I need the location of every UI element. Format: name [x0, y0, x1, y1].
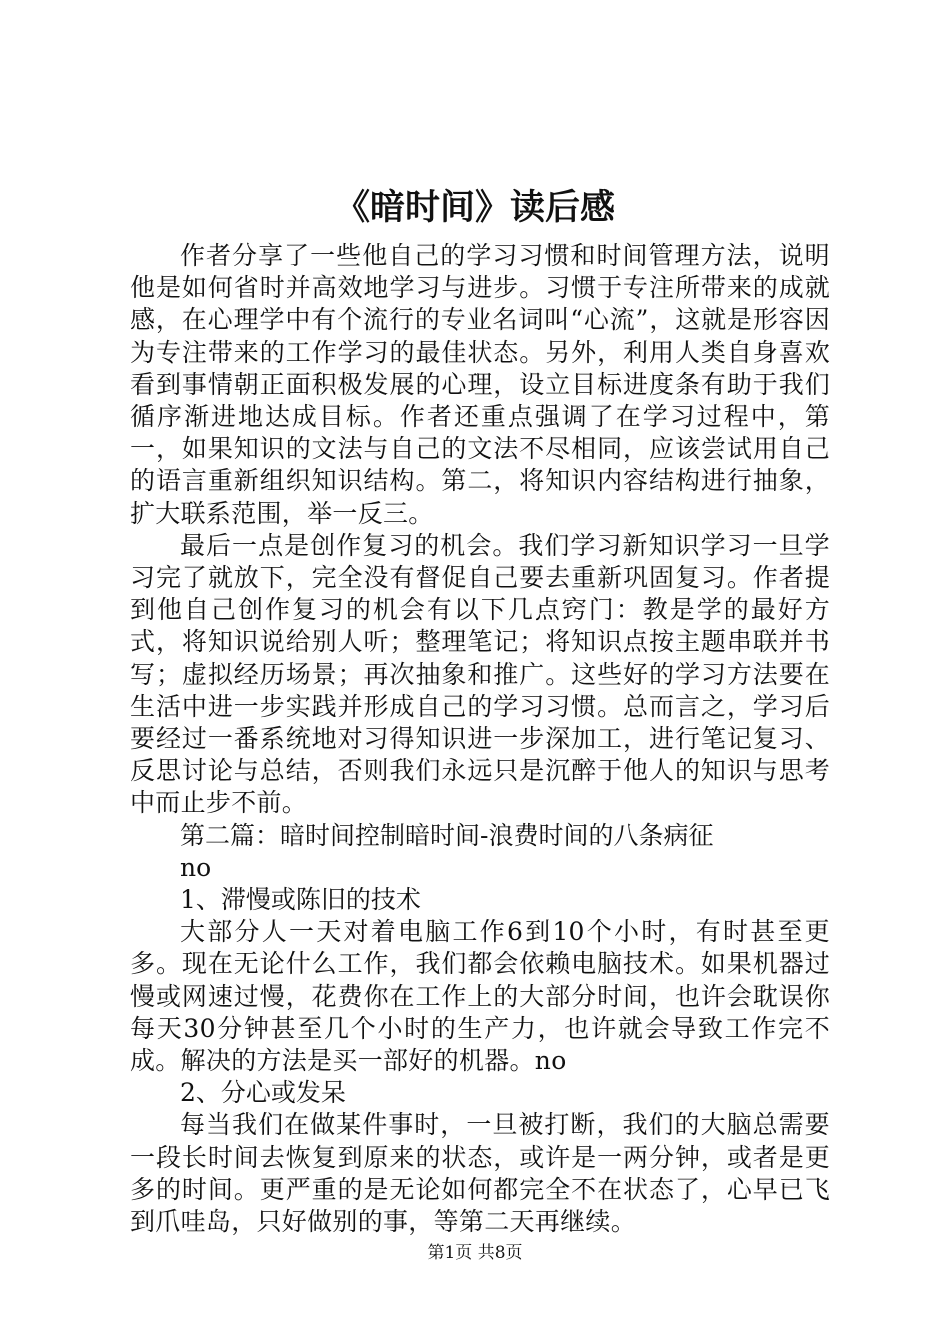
item-text-1: 大部分人一天对着电脑工作6到10个小时，有时甚至更多。现在无论什么工作，我们都会依赖电脑技术。如果机器过慢或网速过慢，花费你在工作上的大部分时间，也许会耽误你每天30分钟甚至几个小时的生产力，也许就会导致工作完不成。解决的方法是买一部好的机器。no [130, 917, 830, 1076]
paragraph-1: 作者分享了一些他自己的学习习惯和时间管理方法，说明他是如何省时并高效地学习与进步。习惯于专注所带来的成就感，在心理学中有个流行的专业名词叫“心流”，这就是形容因为专注带来的工作学习的最佳状态。另外，利用人类自身喜欢看到事情朝正面积极发展的心理，设立目标进度条有助于我们循序渐进地达成目标。作者还重点强调了在学习过程中，第一，如果知识的文法与自己的文法不尽相同，应该尝试用自己的语言重新组织知识结构。第二，将知识内容结构进行抽象，扩大联系范围，举一反三。 [130, 241, 830, 528]
item-text-2: 每当我们在做某件事时，一旦被打断，我们的大脑总需要一段长时间去恢复到原来的状态，或许是一两分钟，或者是更多的时间。更严重的是无论如何都完全不在状态了，心早已飞到爪哇岛，只好做别的事，等第二天再继续。 [130, 1110, 830, 1237]
section-title: 第二篇：暗时间控制暗时间-浪费时间的八条病征 [180, 820, 714, 850]
page-number-footer: 第1页 共8页 [427, 1243, 523, 1263]
section-note: no [180, 852, 212, 882]
item-heading-1: 1、滞慢或陈旧的技术 [180, 885, 421, 915]
item-heading-2: 2、分心或发呆 [180, 1078, 346, 1108]
document-title: 《暗时间》读后感 [334, 187, 615, 228]
document-body [130, 240, 830, 1238]
paragraph-2: 最后一点是创作复习的机会。我们学习新知识学习一旦学习完了就放下，完全没有督促自己要去重新巩固复习。作者提到他自己创作复习的机会有以下几点窍门：教是学的最好方式，将知识说给别人听；整理笔记；将知识点按主题串联并书写；虚拟经历场景；再次抽象和推广。这些好的学习方法要在生活中进一步实践并形成自己的学习习惯。总而言之，学习后要经过一番系统地对习得知识进一步深加工，进行笔记复习、反思讨论与总结，否则我们永远只是沉醉于他人的知识与思考中而止步不前。 [130, 530, 830, 818]
